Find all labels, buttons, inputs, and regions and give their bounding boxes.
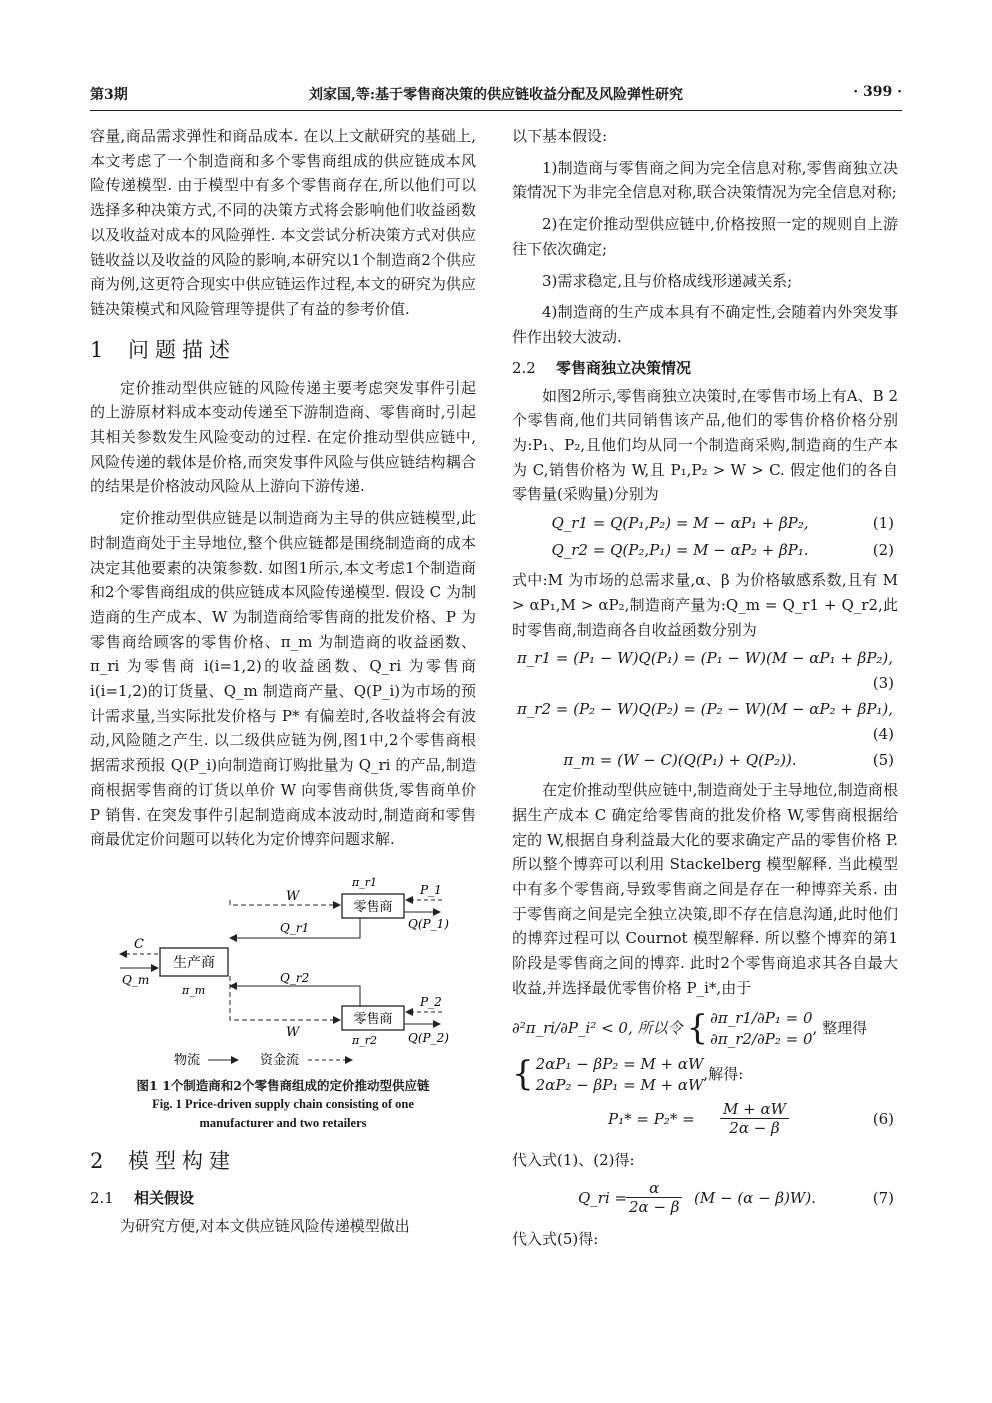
section-heading-2 <box>90 1145 476 1175</box>
figure-1-diagram <box>90 860 476 1070</box>
equation-1 <box>512 514 898 539</box>
subsection-number: 2.2 <box>512 358 536 377</box>
retailer1-label: 零售商 <box>353 899 393 915</box>
fraction <box>720 1100 789 1137</box>
assumption-1: 1)制造商与零售商之间为完全信息对称,零售商独立决策情况下为非完全信息对称,联合决策情况为完全信息对称; <box>512 158 898 202</box>
right-column <box>512 124 898 1259</box>
pir1-label: π_r1 <box>352 875 377 889</box>
equation-number: (7) <box>872 1189 894 1208</box>
equation-rhs: (M − (α − β)W). <box>694 1189 816 1208</box>
linear-equations <box>536 1054 704 1096</box>
issue-number: 第3期 <box>90 87 128 103</box>
condition-system <box>512 1008 898 1050</box>
w-money-flow-1 <box>230 900 340 905</box>
equation-3 <box>512 649 898 674</box>
equation-lhs: Q_ri = <box>578 1189 628 1208</box>
header-rule <box>90 110 902 111</box>
subsection-heading-2-1 <box>90 1187 476 1208</box>
paragraph: 定价推动型供应链的风险传递主要考虑突发事件引起的上游原材料成本变动传递至下游制造商、零售商时,引起其相关参数发生风险变动的过程. 在定价推动型供应链中,风险传递的载体是价格,而突发事件风险与供应链结构耦合的结果是价格波动风险从上游向下游传递. <box>90 378 476 496</box>
qp2-label: Q(P_2) <box>408 1030 449 1045</box>
section-number: 2 <box>90 1148 110 1173</box>
paragraph: 在定价推动型供应链中,制造商处于主导地位,制造商根据生产成本 C 确定给零售商的批发价格 W,零售商根据给定的 W,根据自身利益最大化的要求确定产品的零售价格 P. 所以整个博弈可以利用 Stackelberg 模型解释. 当此模型中有多个零售商,导致零售商之间是存在一种博弈关系. 由于零售商之间是完全独立决策,即不存在信息沟通,此时他们的博弈过程可以 Cournot 模型解释. 所以整个博弈的第1阶段是零售商之间的博弈. 此时2个零售商追求其各自最大收益,并选择最优零售价格 P_i*,由于 <box>512 781 898 997</box>
equation-lhs: P₁* = P₂* = <box>608 1109 695 1128</box>
paragraph: 定价推动型供应链是以制造商为主导的供应链模型,此时制造商处于主导地位,整个供应链都是围绕制造商的成本决定其他要素的决策参数. 如图1所示,本文考虑1个制造商和2个零售商组成的供应链成本风险传递模型. 假设 C 为制造商的生产成本、W 为制造商给零售商的批发价格、P 为零售商给顾客的零售价格、π_m 为制造商的收益函数、π_ri 为零售商 i(i=1,2)的收益函数、Q_ri 为零售商 i(i=1,2)的订货量、Q_m 制造商产量、Q(P_i)为市场的预计需求量,当实际批发价格与 P* 有偏差时,各收益将会有波动,风险随之产生. 以二级供应链为例,图1中,2个零售商根据需求预报 Q(P_i)向制造商订购批量为 Q_ri 的产品,制造商根据零售商的订货以单价 W 向零售商供货,零售商单价 P 销售. 在突发事件引起制造商成本波动时,制造商和零售商最优定价问题可以转化为定价博弈问题求解. <box>90 509 476 849</box>
section-title: 模型构建 <box>128 1148 236 1173</box>
manufacturer-label: 生产商 <box>173 954 215 971</box>
retailer2-label: 零售商 <box>353 1011 393 1027</box>
linear-eq-2: 2αP₂ − βP₁ = M + αW <box>535 1075 704 1094</box>
linear-eq-1: 2αP₁ − βP₂ = M + αW <box>535 1054 704 1073</box>
figure-caption <box>90 1076 476 1133</box>
equation-body: π_m = (W − C)(Q(P₁) + Q(P₂)). <box>563 751 797 770</box>
section-heading-1 <box>90 334 476 364</box>
paragraph: 容量,商品需求弹性和商品成本. 在以上文献研究的基础上,本文考虑了一个制造商和多个零售商组成的供应链成本风险传递模型. 由于模型中有多个零售商存在,所以他们可以选择多种决策方式,不同的决策方式将会影响他们收益函数以及收益对成本的风险弹性. 本文尝试分析决策方式对供应链收益以及收益的风险的影响,本研究以1个制造商2个供应商为例,这更符合现实中供应链运作过程,本文的研究为供应链决策模式和风险管理等提供了有益的参考价值. <box>90 127 476 318</box>
equation-6 <box>512 1100 898 1144</box>
c-label: C <box>134 936 144 952</box>
subsection-heading-2-2 <box>512 357 898 378</box>
equation-7 <box>512 1179 898 1223</box>
p2-label: P_2 <box>420 994 442 1009</box>
qr2-label: Q_r2 <box>280 970 310 985</box>
equation-number: (4) <box>872 725 894 744</box>
legend-material-label: 物流 <box>174 1052 201 1068</box>
linear-system <box>512 1054 898 1096</box>
assumption-4: 4)制造商的生产成本具有不确定性,会随着内外突发事件作出较大波动. <box>512 303 898 346</box>
first-order-conditions <box>710 1008 812 1050</box>
equation-4 <box>512 700 898 725</box>
equation-body: Q_r1 = Q(P₁,P₂) = M − αP₁ + βP₂, <box>551 514 809 533</box>
pim-label: π_m <box>182 983 206 997</box>
fraction <box>626 1179 682 1216</box>
paragraph: 以下基本假设: <box>512 127 608 145</box>
qr2-flow <box>230 986 360 1006</box>
subsection-title: 相关假设 <box>134 1188 195 1207</box>
caption-cn: 图1 1个制造商和2个零售商组成的定价推动型供应链 <box>136 1077 430 1093</box>
assumption-2: 2)在定价推动型供应链中,价格按照一定的规则自上游往下依次确定; <box>512 215 898 258</box>
supply-chain-diagram <box>90 860 476 1070</box>
foc-1: ∂π_r1/∂P₁ = 0 <box>710 1008 813 1027</box>
denominator: 2α − β <box>629 1198 680 1217</box>
w-label-2: W <box>286 1024 300 1040</box>
numerator: M + αW <box>720 1100 789 1119</box>
section-title: 问题描述 <box>128 337 236 362</box>
legend-money-label: 资金流 <box>260 1052 300 1068</box>
left-column <box>90 124 476 1246</box>
w-label-1: W <box>286 888 300 904</box>
pir2-label: π_r2 <box>352 1033 377 1047</box>
subsection-title: 零售商独立决策情况 <box>556 358 692 377</box>
paragraph: 代入式(5)得: <box>512 1230 599 1249</box>
caption-en-2: manufacturer and two retailers <box>199 1115 367 1130</box>
p1-label: P_1 <box>420 882 442 897</box>
left-brace: { <box>686 1008 709 1049</box>
equation-number: (1) <box>872 514 894 533</box>
assumption-3: 3)需求稳定,且与价格成线形递减关系; <box>542 271 793 290</box>
equation-number: (2) <box>872 541 894 560</box>
solve-text: ,解得: <box>703 1065 744 1084</box>
foc-2: ∂π_r2/∂P₂ = 0 <box>710 1029 813 1048</box>
section-number: 1 <box>90 337 110 362</box>
equation-body: π_r1 = (P₁ − W)Q(P₁) = (P₁ − W)(M − αP₁ + βP₂), <box>516 649 894 668</box>
equation-2 <box>512 541 898 566</box>
denominator: 2α − β <box>729 1118 780 1137</box>
left-brace: { <box>512 1054 534 1095</box>
equation-body: π_r2 = (P₂ − W)Q(P₂) = (P₂ − W)(M − αP₂ + βP₁), <box>516 700 894 719</box>
second-order-condition: ∂²π_ri/∂P_i² < 0, 所以令 <box>512 1019 683 1038</box>
page-number: · 399 · <box>853 84 902 100</box>
equation-number: (5) <box>872 751 894 770</box>
equation-number: (6) <box>872 1109 894 1128</box>
paragraph: 为研究方便,对本文供应链风险传递模型做出 <box>120 1216 410 1235</box>
paragraph: 代入式(1)、(2)得: <box>512 1150 635 1169</box>
paragraph: 如图2所示,零售商独立决策时,在零售市场上有A、B 2个零售商,他们共同销售该产品,他们的零售价格价格分别为:P₁、P₂,且他们均从同一个制造商采购,制造商的生产本为 C,销售价格为 W,且 P₁,P₂ > W > C. 假定他们的各自零售量(采购量)分别为 <box>512 386 898 504</box>
equation-5 <box>512 751 898 776</box>
running-title: 刘家国,等:基于零售商决策的供应链收益分配及风险弹性研究 <box>308 87 684 103</box>
equation-number: (3) <box>872 674 894 693</box>
subsection-number: 2.1 <box>90 1188 114 1207</box>
qp1-label: Q(P_1) <box>408 916 449 931</box>
equation-body: Q_r2 = Q(P₂,P₁) = M − αP₂ + βP₁. <box>551 541 809 560</box>
caption-en-1: Fig. 1 Price-driven supply chain consisting of one <box>152 1096 414 1111</box>
qr1-label: Q_r1 <box>280 920 310 935</box>
system-suffix: , 整理得 <box>812 1019 868 1038</box>
running-header <box>90 84 902 106</box>
qm-label: Q_m <box>122 972 150 987</box>
paragraph: 式中:M 为市场的总需求量,α、β 为价格敏感系数,且有 M > αP₁,M > αP₂,制造商产量为:Q_m = Q_r1 + Q_r2,此时零售商,制造商各自收益函数分别为 <box>512 571 898 639</box>
numerator: α <box>626 1179 682 1198</box>
